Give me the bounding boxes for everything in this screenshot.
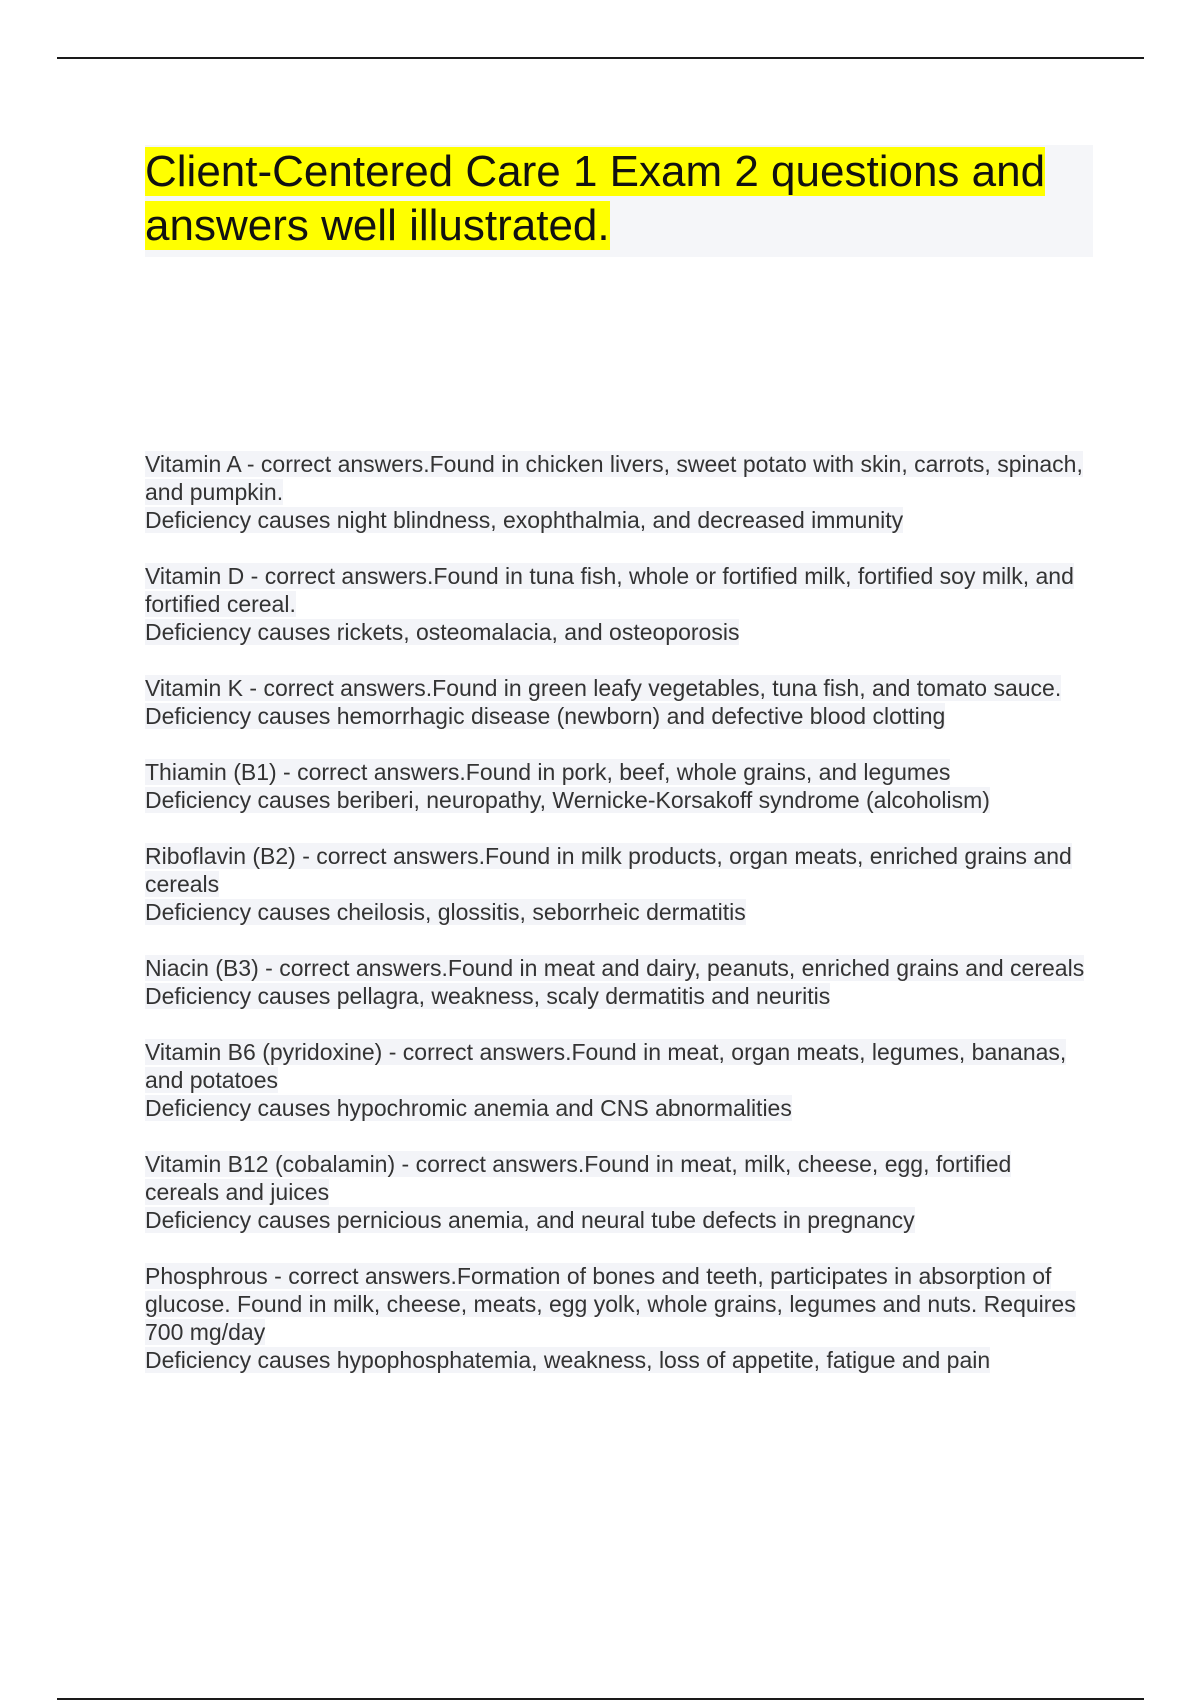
entry-deficiency: Deficiency causes night blindness, exophthalmia, and decreased immunity <box>145 507 904 533</box>
entry-answer: Riboflavin (B2) - correct answers.Found in milk products, organ meats, enriched grains and cereals <box>145 843 1072 897</box>
entry-deficiency: Deficiency causes beriberi, neuropathy, Wernicke-Korsakoff syndrome (alcoholism) <box>145 787 990 813</box>
entry-deficiency: Deficiency causes rickets, osteomalacia, and osteoporosis <box>145 619 740 645</box>
entry-answer: Vitamin K - correct answers.Found in green leafy vegetables, tuna fish, and tomato sauce. <box>145 675 1062 701</box>
entry-answer: Phosphrous - correct answers.Formation of bones and teeth, participates in absorption of glucose. Found in milk, cheese, meats, egg yolk, whole grains, legumes and nuts. Requires 700 mg/day <box>145 1263 1076 1345</box>
entry-deficiency: Deficiency causes pernicious anemia, and neural tube defects in pregnancy <box>145 1207 915 1233</box>
entry-answer: Niacin (B3) - correct answers.Found in meat and dairy, peanuts, enriched grains and cereals <box>145 955 1085 981</box>
entry-deficiency: Deficiency causes cheilosis, glossitis, seborrheic dermatitis <box>145 899 746 925</box>
entry-answer: Vitamin A - correct answers.Found in chicken livers, sweet potato with skin, carrots, spinach, and pumpkin. <box>145 451 1083 505</box>
entry-answer: Vitamin B6 (pyridoxine) - correct answers.Found in meat, organ meats, legumes, bananas, and potatoes <box>145 1039 1067 1093</box>
qa-content <box>145 450 1085 1402</box>
entry-vitamin-d <box>145 562 1085 646</box>
entry-deficiency: Deficiency causes pellagra, weakness, scaly dermatitis and neuritis <box>145 983 831 1009</box>
entry-vitamin-b6 <box>145 1038 1085 1122</box>
entry-deficiency: Deficiency causes hypochromic anemia and CNS abnormalities <box>145 1095 792 1121</box>
title-block <box>145 145 1093 257</box>
entry-vitamin-a <box>145 450 1085 534</box>
top-rule <box>57 57 1144 59</box>
entry-phosphorus <box>145 1262 1085 1374</box>
entry-answer: Vitamin D - correct answers.Found in tuna fish, whole or fortified milk, fortified soy milk, and fortified cereal. <box>145 563 1074 617</box>
document-title <box>145 145 1093 253</box>
entry-answer: Vitamin B12 (cobalamin) - correct answers.Found in meat, milk, cheese, egg, fortified cereals and juices <box>145 1151 1012 1205</box>
entry-deficiency: Deficiency causes hypophosphatemia, weakness, loss of appetite, fatigue and pain <box>145 1347 991 1373</box>
entry-thiamin <box>145 758 1085 814</box>
entry-deficiency: Deficiency causes hemorrhagic disease (newborn) and defective blood clotting <box>145 703 946 729</box>
entry-vitamin-b12 <box>145 1150 1085 1234</box>
entry-riboflavin <box>145 842 1085 926</box>
entry-niacin <box>145 954 1085 1010</box>
entry-answer: Thiamin (B1) - correct answers.Found in pork, beef, whole grains, and legumes <box>145 759 951 785</box>
entry-vitamin-k <box>145 674 1085 730</box>
title-highlight: Client-Centered Care 1 Exam 2 questions and answers well illustrated. <box>145 147 1046 250</box>
